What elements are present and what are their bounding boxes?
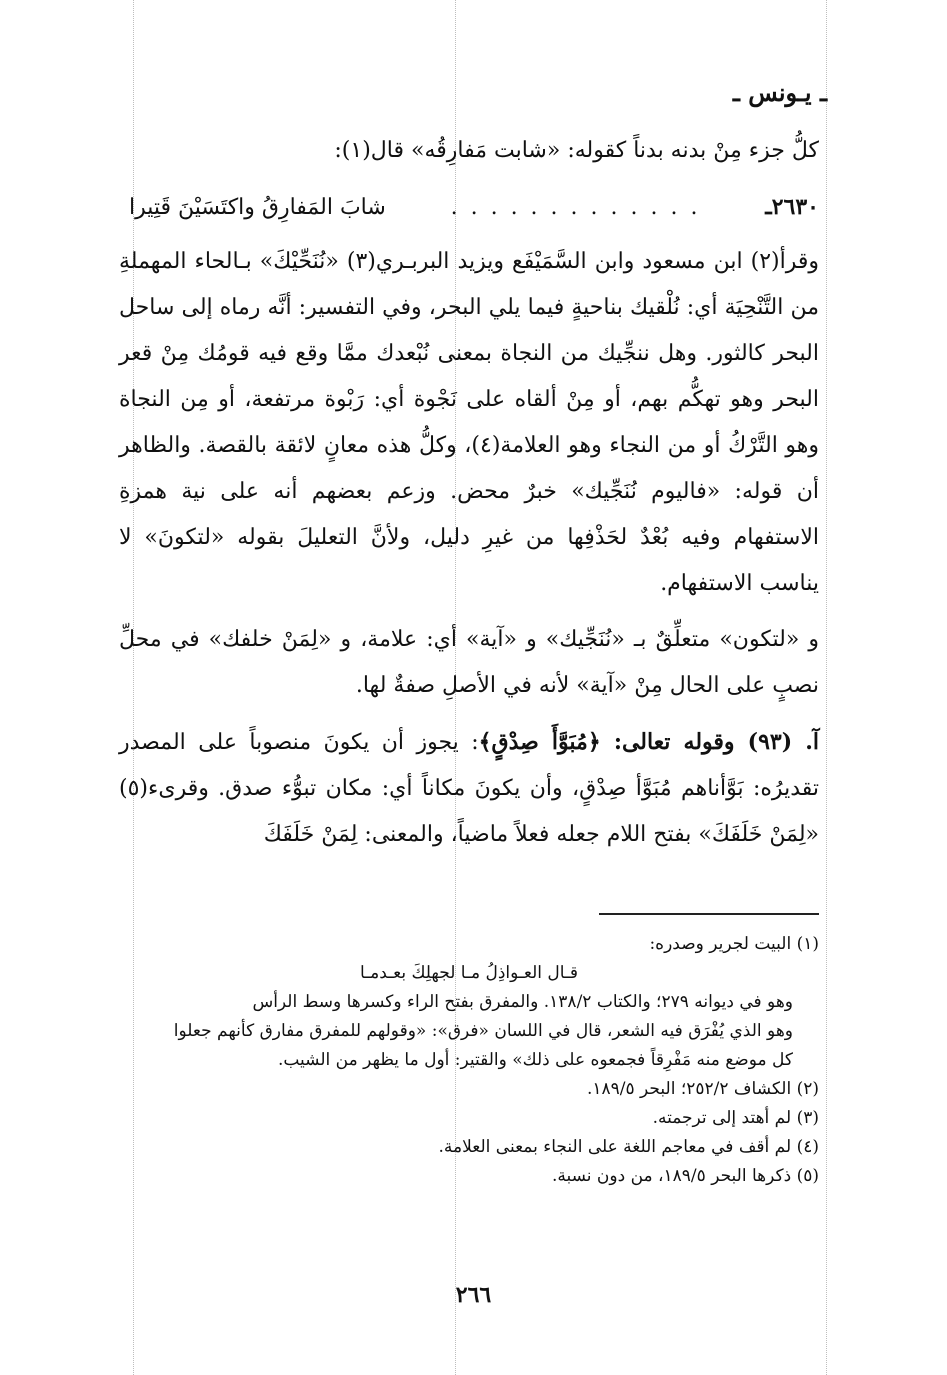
footnote-2: (٢) الكشاف ٢٥٢/٢؛ البحر ١٨٩/٥.	[586, 1079, 819, 1099]
paragraph-text: : يجوز أن يكونَ منصوباً على المصدر تقديرُه: بَوَّأناهم مُبَوَّأ صِدْقٍ، وأن يكونَ مكاناً أي: مكان تبوُّء صدق. وقرىء(٥) «لِمَنْ خَلَفَكَ» بفتح اللام جعله فعلاً ماضياً، والمعنى: لِمَنْ خَلَفَكَ	[119, 730, 819, 847]
running-header: ـ يـونس ـ	[732, 78, 827, 107]
footnote-3: (٣) لم أهتد إلى ترجمته.	[652, 1108, 819, 1128]
page-number: ٢٦٦	[455, 1282, 492, 1308]
footnote-1-line: وهو في ديوانه ٢٧٩؛ والكتاب ١٣٨/٢. والمفرق بفتح الراء وكسرها وسط الرأس	[252, 992, 793, 1012]
footnote-1-line: وهو الذي يُفْرَق فيه الشعر، قال في اللسان «فرق»: «وقولهم للمفرق مفارق كأنهم جعلوا	[173, 1021, 793, 1041]
paragraph	[119, 719, 819, 858]
verse-text: شابَ المَفارِقُ واكتَسَيْنَ قَتِيرا	[129, 195, 386, 220]
main-text	[119, 128, 819, 858]
footnote-4: (٤) لم أقف في معاجم اللغة على النجاء بمعنى العلامة.	[438, 1137, 819, 1157]
verse-heading: آ. (٩٣) وقوله تعالى: ﴿مُبَوَّأَ صِدْقٍ﴾	[478, 729, 819, 755]
footnote-1-line: كل موضع منه مَفْرِقاً فجمعوه على ذلك» والقتير: أول ما يظهر من الشيب.	[277, 1050, 793, 1070]
text-line: كلُّ جزء مِنْ بدنه بدناً كقوله: «شابت مَفارِقُه» قال(١):	[334, 138, 819, 163]
verse-line	[119, 184, 819, 231]
scan-guide-line	[826, 0, 827, 1375]
paragraph: و «لتكون» متعلِّقٌ بـ «نُنَجِّيك» و «آية» أي: علامة، و «لِمَنْ خلفك» في محلِّ نصبٍ على الحال مِنْ «آية» لأنه في الأصلِ صفةٌ لها.	[119, 627, 819, 698]
footnote-1-verse: قـال العـواذِلُ مـا لجهلِكَ بعـدمـا	[359, 963, 579, 983]
verse-dots: . . . . . . . . . . . . .	[450, 195, 701, 220]
verse-number: ٢٦٣٠ـ	[765, 194, 819, 220]
footnote-5: (٥) ذكرها البحر ١٨٩/٥، من دون نسبة.	[551, 1166, 819, 1186]
footnote-1: (١) البيت لجرير وصدره:	[649, 934, 819, 954]
paragraph: وقرأ(٢) ابن مسعود وابن السَّمَيْفَع ويزيد البربـري(٣) «نُنَحِّيْكَ» بـالحاء المهملةِ من التَّنْحِيَة أي: نُلْقيك بناحيةٍ فيما يلي البحر، وفي التفسير: أنَّه رماه إلى ساحل البحر كالثور. وهل ننجِّيك من النجاة بمعنى نُبْعدك ممَّا وقع فيه قومُك مِنْ قعر البحر وهو تهكُّم بهم، أو مِنْ ألقاه على نَجْوة أي: رَبْوة مرتفعة، أو مِن النجاة وهو التَّرْكُ أو من النجاء وهو العلامة(٤)، وكلُّ هذه معانٍ لائقة بالقصة. والظاهر أن قوله: «فاليوم نُنَجِّيك» خبرٌ محض. وزعم بعضهم أنه على نية همزةِ الاستفهام وفيه بُعْدٌ لحَذْفِها من غيرِ دليل، ولأنَّ التعليلَ بقوله «لتكونَ» لا يناسب الاستفهام.	[119, 249, 819, 596]
footnotes	[119, 930, 819, 1191]
footnote-separator	[599, 913, 819, 915]
